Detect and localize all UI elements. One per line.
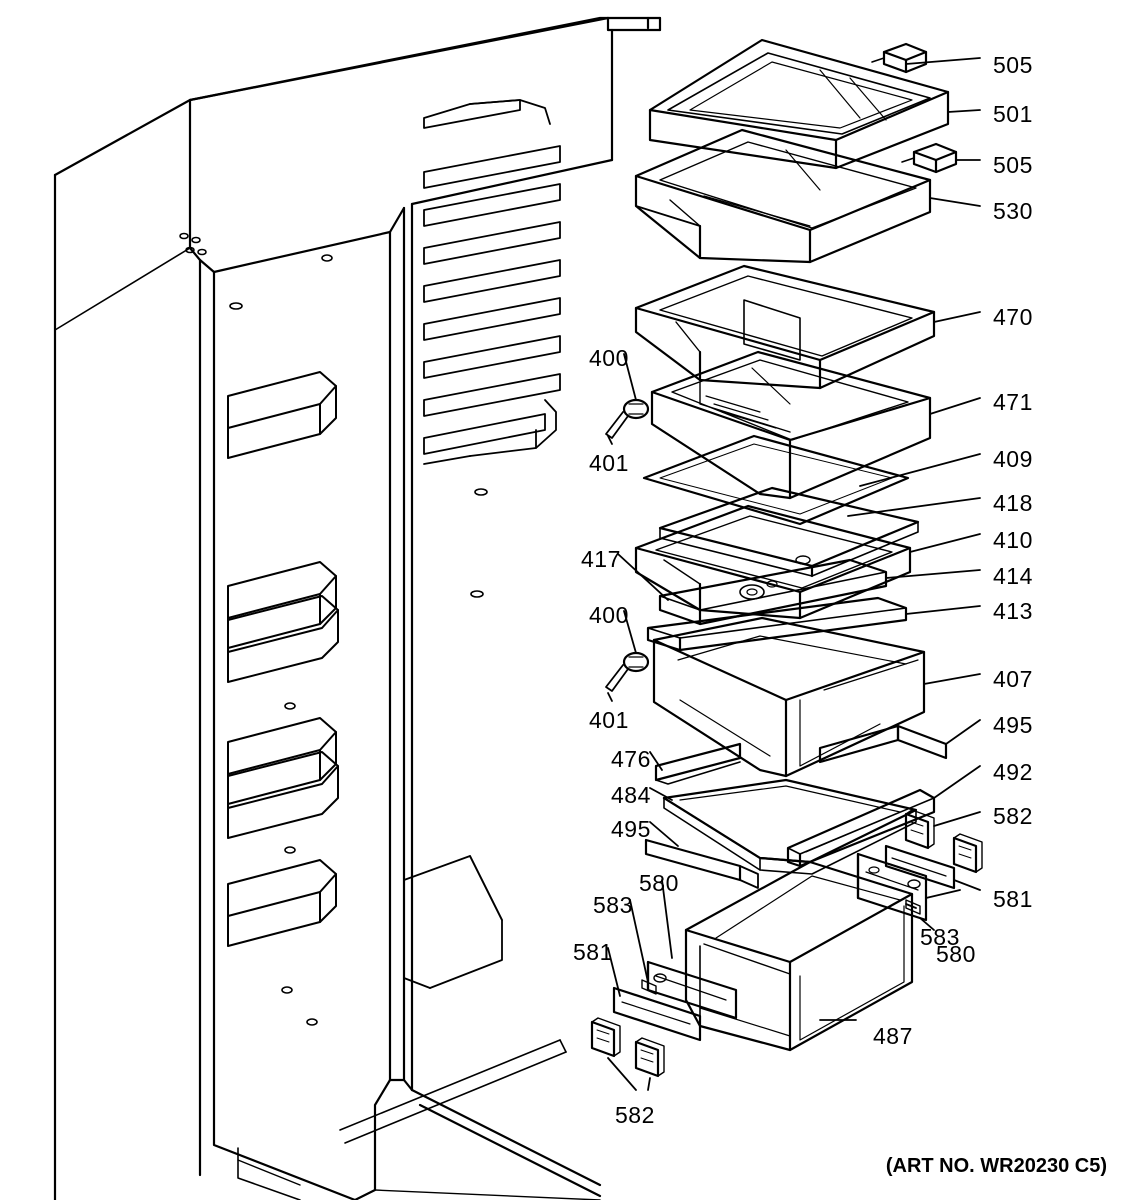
- door-shelves: [228, 372, 338, 946]
- callout-580-right: 580: [936, 941, 976, 967]
- callout-530: 530: [993, 198, 1033, 224]
- part-582-bumper-left-b: [636, 1038, 664, 1076]
- part-418-trim: [660, 488, 918, 576]
- callout-495-left: 495: [611, 816, 651, 842]
- part-582-bumper-right-b: [954, 834, 982, 872]
- part-400-401-screw-lower: [606, 653, 648, 691]
- liner-lower-compartment: [404, 856, 502, 988]
- callout-418: 418: [993, 490, 1033, 516]
- callout-583-left: 583: [593, 892, 633, 918]
- callout-581-left: 581: [573, 939, 613, 965]
- callout-470: 470: [993, 304, 1033, 330]
- part-471-pan: [652, 352, 930, 498]
- callout-505-second: 505: [993, 152, 1033, 178]
- callout-413: 413: [993, 598, 1033, 624]
- callout-401-lower: 401: [589, 707, 629, 733]
- callout-476: 476: [611, 746, 651, 772]
- callout-401-upper: 401: [589, 450, 629, 476]
- part-505-clip-top: [872, 44, 926, 72]
- part-505-clip-second: [902, 144, 956, 172]
- part-487-drawer: [686, 862, 912, 1050]
- callout-501: 501: [993, 101, 1033, 127]
- callout-484: 484: [611, 782, 651, 808]
- callout-582-right: 582: [993, 803, 1033, 829]
- callout-505-top: 505: [993, 52, 1033, 78]
- callout-400-lower: 400: [589, 602, 629, 628]
- callout-407: 407: [993, 666, 1033, 692]
- part-582-bumper-left-a: [592, 1018, 620, 1056]
- part-400-401-screw-upper: [606, 400, 648, 438]
- callout-581-right: 581: [993, 886, 1033, 912]
- callout-417: 417: [581, 546, 621, 572]
- callout-582-left: 582: [615, 1102, 655, 1128]
- art-number-label: (ART NO. WR20230 C5): [885, 1155, 1107, 1177]
- callout-492: 492: [993, 759, 1033, 785]
- refrigerator-cabinet: [55, 18, 660, 1200]
- callout-583-right: 583: [920, 924, 960, 950]
- liner-detail-holes: [180, 234, 487, 1026]
- callout-471: 471: [993, 389, 1033, 415]
- callout-495-right: 495: [993, 712, 1033, 738]
- part-530-shelf: [636, 130, 930, 262]
- part-470-pan-cover: [636, 266, 934, 388]
- part-407-drawer: [654, 618, 924, 776]
- callout-400-upper: 400: [589, 345, 629, 371]
- callout-487: 487: [873, 1023, 913, 1049]
- callout-410: 410: [993, 527, 1033, 553]
- callout-580-left: 580: [639, 870, 679, 896]
- callout-409: 409: [993, 446, 1033, 472]
- liner-shelf-slots: [424, 100, 560, 464]
- part-582-bumper-right-a: [906, 810, 934, 848]
- callout-414: 414: [993, 563, 1033, 589]
